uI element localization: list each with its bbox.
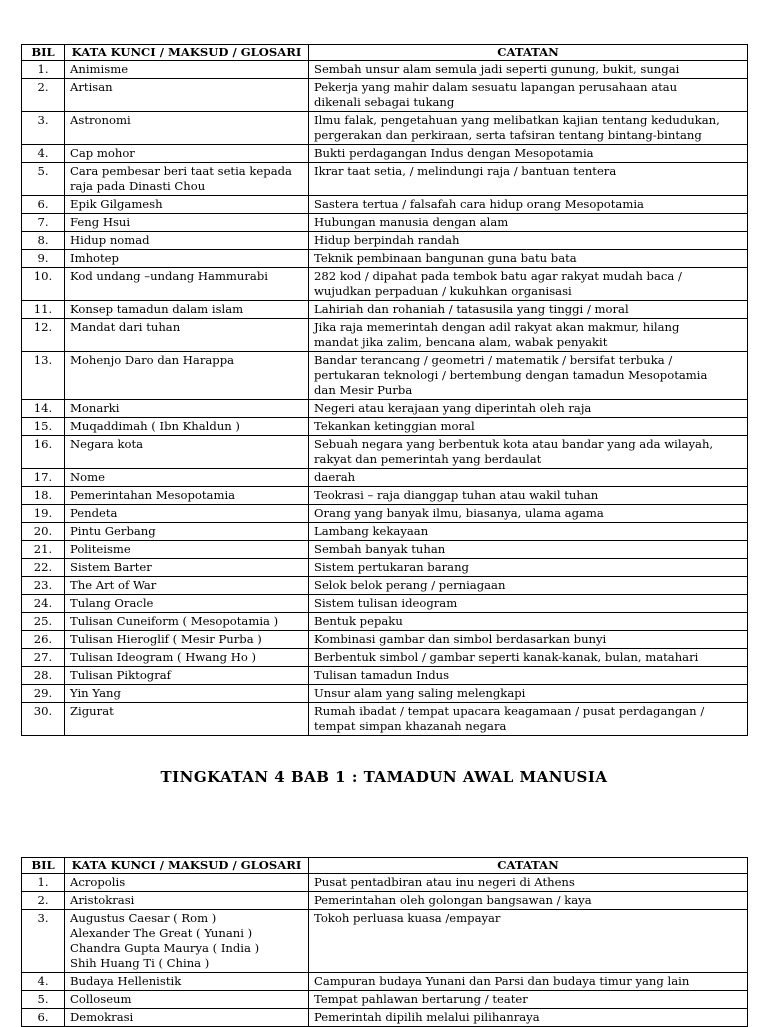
table-row [22, 487, 748, 505]
row-number: 26. [22, 631, 65, 649]
note-line: pergerakan dan perkiraan, serta tafsiran tentang bintang-bintang [314, 128, 702, 142]
row-number: 29. [22, 685, 65, 703]
keyword-cell [65, 631, 309, 649]
keyword-line: Demokrasi [70, 1010, 134, 1024]
note-line: 282 kod / dipahat pada tembok batu agar rakyat mudah baca / [314, 269, 682, 283]
note-line: Hidup berpindah randah [314, 233, 460, 247]
row-number: 2. [22, 79, 65, 112]
table-row [22, 112, 748, 145]
keyword-line: Zigurat [70, 704, 114, 718]
note-line: Ilmu falak, pengetahuan yang melibatkan kajian tentang kedudukan, [314, 113, 720, 127]
note-line: Rumah ibadat / tempat upacara keagamaan / pusat perdagangan / [314, 704, 705, 718]
table-row [22, 613, 748, 631]
keyword-cell [65, 418, 309, 436]
keyword-cell [65, 112, 309, 145]
note-cell [309, 703, 748, 736]
keyword-line: Budaya Hellenistik [70, 974, 182, 988]
keyword-line: The Art of War [70, 578, 157, 592]
keyword-line: Aristokrasi [70, 893, 135, 907]
table-row [22, 352, 748, 400]
keyword-line: Pemerintahan Mesopotamia [70, 488, 236, 502]
note-line: Bandar terancang / geometri / matematik / bersifat terbuka / [314, 353, 673, 367]
header-bil: BIL [22, 858, 65, 874]
row-number: 18. [22, 487, 65, 505]
header-catatan: CATATAN [309, 858, 748, 874]
note-cell [309, 112, 748, 145]
section-title: TINGKATAN 4 BAB 1 : TAMADUN AWAL MANUSIA [160, 768, 608, 786]
table-row [22, 577, 748, 595]
keyword-line: Yin Yang [70, 686, 121, 700]
note-line: Campuran budaya Yunani dan Parsi dan budaya timur yang lain [314, 974, 690, 988]
keyword-line: Pintu Gerbang [70, 524, 156, 538]
keyword-cell [65, 79, 309, 112]
table-row [22, 973, 748, 991]
note-cell [309, 577, 748, 595]
keyword-line: Tulisan Hieroglif ( Mesir Purba ) [70, 632, 262, 646]
table-row [22, 214, 748, 232]
note-line: Tokoh perluasa kuasa /empayar [314, 911, 501, 925]
note-cell [309, 667, 748, 685]
row-number: 12. [22, 319, 65, 352]
note-line: Sistem tulisan ideogram [314, 596, 458, 610]
note-cell [309, 196, 748, 214]
note-cell [309, 61, 748, 79]
note-cell [309, 268, 748, 301]
note-line: Hubungan manusia dengan alam [314, 215, 509, 229]
keyword-cell [65, 577, 309, 595]
note-cell [309, 352, 748, 400]
row-number: 14. [22, 400, 65, 418]
note-line: rakyat dan pemerintah yang berdaulat [314, 452, 542, 466]
keyword-line: Mandat dari tuhan [70, 320, 181, 334]
row-number: 1. [22, 874, 65, 892]
table-row [22, 250, 748, 268]
table-row [22, 595, 748, 613]
table-row [22, 541, 748, 559]
note-cell [309, 613, 748, 631]
header-bil: BIL [22, 45, 65, 61]
row-number: 9. [22, 250, 65, 268]
row-number: 17. [22, 469, 65, 487]
keyword-cell [65, 505, 309, 523]
keyword-cell [65, 703, 309, 736]
note-cell [309, 469, 748, 487]
note-line: tempat simpan khazanah negara [314, 719, 507, 733]
note-line: Sembah banyak tuhan [314, 542, 446, 556]
keyword-cell [65, 145, 309, 163]
row-number: 15. [22, 418, 65, 436]
table-row [22, 301, 748, 319]
table-row [22, 196, 748, 214]
row-number: 6. [22, 1009, 65, 1027]
keyword-line: Nome [70, 470, 105, 484]
note-cell [309, 874, 748, 892]
note-line: Unsur alam yang saling melengkapi [314, 686, 526, 700]
keyword-line: Alexander The Great ( Yunani ) [70, 926, 253, 940]
row-number: 11. [22, 301, 65, 319]
keyword-line: Astronomi [70, 113, 131, 127]
table-row [22, 631, 748, 649]
keyword-line: Artisan [70, 80, 113, 94]
table-row [22, 685, 748, 703]
table-row [22, 559, 748, 577]
row-number: 7. [22, 214, 65, 232]
row-number: 5. [22, 163, 65, 196]
keyword-line: Kod undang –undang Hammurabi [70, 269, 268, 283]
keyword-cell [65, 301, 309, 319]
note-line: Tempat pahlawan bertarung / teater [314, 992, 528, 1006]
keyword-line: Tulisan Piktograf [70, 668, 171, 682]
keyword-cell [65, 874, 309, 892]
table-row [22, 649, 748, 667]
header-catatan: CATATAN [309, 45, 748, 61]
note-line: dikenali sebagai tukang [314, 95, 455, 109]
keyword-cell [65, 319, 309, 352]
keyword-cell [65, 595, 309, 613]
row-number: 23. [22, 577, 65, 595]
keyword-cell [65, 667, 309, 685]
note-cell [309, 991, 748, 1009]
note-line: Selok belok perang / perniagaan [314, 578, 506, 592]
keyword-cell [65, 910, 309, 973]
glossary-table-1 [21, 44, 748, 736]
keyword-line: Politeisme [70, 542, 131, 556]
note-line: Orang yang banyak ilmu, biasanya, ulama agama [314, 506, 604, 520]
table-row [22, 892, 748, 910]
keyword-line: Feng Hsui [70, 215, 131, 229]
keyword-line: Muqaddimah ( Ibn Khaldun ) [70, 419, 240, 433]
note-line: pertukaran teknologi / bertembung dengan tamadun Mesopotamia [314, 368, 708, 382]
note-line: Negeri atau kerajaan yang diperintah oleh raja [314, 401, 592, 415]
keyword-line: Cap mohor [70, 146, 135, 160]
row-number: 28. [22, 667, 65, 685]
keyword-line: Tulisan Cuneiform ( Mesopotamia ) [70, 614, 279, 628]
note-cell [309, 79, 748, 112]
row-number: 19. [22, 505, 65, 523]
note-cell [309, 319, 748, 352]
header-kata-kunci: KATA KUNCI / MAKSUD / GLOSARI [65, 858, 309, 874]
keyword-line: Colloseum [70, 992, 132, 1006]
note-line: Pemerintah dipilih melalui pilihanraya [314, 1010, 540, 1024]
note-cell [309, 400, 748, 418]
table-header [22, 858, 748, 874]
keyword-cell [65, 613, 309, 631]
keyword-cell [65, 436, 309, 469]
table-row [22, 145, 748, 163]
note-line: Teokrasi – raja dianggap tuhan atau wakil tuhan [314, 488, 599, 502]
row-number: 4. [22, 973, 65, 991]
glossary-table-2 [21, 857, 748, 1027]
keyword-line: Hidup nomad [70, 233, 150, 247]
note-cell [309, 505, 748, 523]
note-cell [309, 214, 748, 232]
keyword-cell [65, 991, 309, 1009]
note-cell [309, 685, 748, 703]
keyword-cell [65, 523, 309, 541]
note-cell [309, 910, 748, 973]
keyword-cell [65, 685, 309, 703]
keyword-line: Monarki [70, 401, 120, 415]
note-line: Teknik pembinaan bangunan guna batu bata [314, 251, 577, 265]
row-number: 3. [22, 910, 65, 973]
header-kata-kunci: KATA KUNCI / MAKSUD / GLOSARI [65, 45, 309, 61]
keyword-cell [65, 232, 309, 250]
table-row [22, 991, 748, 1009]
note-line: Pusat pentadbiran atau inu negeri di Athens [314, 875, 575, 889]
note-line: Sastera tertua / falsafah cara hidup orang Mesopotamia [314, 197, 644, 211]
keyword-cell [65, 649, 309, 667]
keyword-cell [65, 469, 309, 487]
keyword-cell [65, 61, 309, 79]
note-line: Lambang kekayaan [314, 524, 429, 538]
table-row [22, 61, 748, 79]
note-line: Ikrar taat setia, / melindungi raja / bantuan tentera [314, 164, 617, 178]
keyword-cell [65, 163, 309, 196]
row-number: 6. [22, 196, 65, 214]
table-row [22, 523, 748, 541]
note-line: Pemerintahan oleh golongan bangsawan / kaya [314, 893, 592, 907]
note-cell [309, 250, 748, 268]
row-number: 4. [22, 145, 65, 163]
keyword-line: Animisme [70, 62, 129, 76]
table-row [22, 232, 748, 250]
note-cell [309, 631, 748, 649]
keyword-line: Cara pembesar beri taat setia kepada [70, 164, 292, 178]
keyword-cell [65, 250, 309, 268]
note-cell [309, 487, 748, 505]
table-header [22, 45, 748, 61]
note-line: mandat jika zalim, bencana alam, wabak penyakit [314, 335, 608, 349]
keyword-cell [65, 214, 309, 232]
row-number: 13. [22, 352, 65, 400]
keyword-cell [65, 196, 309, 214]
note-line: daerah [314, 470, 356, 484]
table-row [22, 436, 748, 469]
keyword-cell [65, 541, 309, 559]
note-line: Lahiriah dan rohaniah / tatasusila yang tinggi / moral [314, 302, 629, 316]
row-number: 1. [22, 61, 65, 79]
keyword-line: Chandra Gupta Maurya ( India ) [70, 941, 260, 955]
row-number: 2. [22, 892, 65, 910]
row-number: 24. [22, 595, 65, 613]
table-row [22, 418, 748, 436]
note-cell [309, 436, 748, 469]
note-line: wujudkan perpaduan / kukuhkan organisasi [314, 284, 572, 298]
keyword-line: Shih Huang Ti ( China ) [70, 956, 210, 970]
row-number: 21. [22, 541, 65, 559]
row-number: 27. [22, 649, 65, 667]
keyword-line: Tulisan Ideogram ( Hwang Ho ) [70, 650, 257, 664]
keyword-line: Sistem Barter [70, 560, 152, 574]
keyword-line: Augustus Caesar ( Rom ) [70, 911, 217, 925]
note-line: Tekankan ketinggian moral [314, 419, 475, 433]
note-cell [309, 973, 748, 991]
note-line: Kombinasi gambar dan simbol berdasarkan bunyi [314, 632, 607, 646]
note-line: dan Mesir Purba [314, 383, 413, 397]
keyword-line: Mohenjo Daro dan Harappa [70, 353, 235, 367]
note-line: Pekerja yang mahir dalam sesuatu lapangan perusahaan atau [314, 80, 678, 94]
table-row [22, 469, 748, 487]
row-number: 3. [22, 112, 65, 145]
note-line: Tulisan tamadun Indus [314, 668, 450, 682]
note-cell [309, 418, 748, 436]
keyword-line: Epik Gilgamesh [70, 197, 163, 211]
row-number: 16. [22, 436, 65, 469]
keyword-line: Negara kota [70, 437, 144, 451]
table-row [22, 400, 748, 418]
note-line: Sembah unsur alam semula jadi seperti gunung, bukit, sungai [314, 62, 680, 76]
table-row [22, 703, 748, 736]
note-cell [309, 163, 748, 196]
keyword-line: raja pada Dinasti Chou [70, 179, 206, 193]
note-cell [309, 595, 748, 613]
keyword-cell [65, 487, 309, 505]
keyword-cell [65, 973, 309, 991]
table-row [22, 505, 748, 523]
note-line: Bukti perdagangan Indus dengan Mesopotamia [314, 146, 594, 160]
row-number: 30. [22, 703, 65, 736]
note-cell [309, 145, 748, 163]
note-cell [309, 232, 748, 250]
table-row [22, 79, 748, 112]
note-cell [309, 541, 748, 559]
keyword-cell [65, 892, 309, 910]
note-line: Jika raja memerintah dengan adil rakyat akan makmur, hilang [314, 320, 680, 334]
table-row [22, 667, 748, 685]
row-number: 8. [22, 232, 65, 250]
note-cell [309, 559, 748, 577]
row-number: 5. [22, 991, 65, 1009]
keyword-cell [65, 268, 309, 301]
note-line: Berbentuk simbol / gambar seperti kanak-kanak, bulan, matahari [314, 650, 699, 664]
note-cell [309, 649, 748, 667]
row-number: 20. [22, 523, 65, 541]
row-number: 22. [22, 559, 65, 577]
keyword-cell [65, 400, 309, 418]
table-row [22, 163, 748, 196]
keyword-line: Imhotep [70, 251, 119, 265]
note-line: Sistem pertukaran barang [314, 560, 469, 574]
table-row [22, 268, 748, 301]
keyword-cell [65, 352, 309, 400]
table-row [22, 874, 748, 892]
note-cell [309, 301, 748, 319]
note-line: Bentuk pepaku [314, 614, 403, 628]
table-row [22, 910, 748, 973]
keyword-line: Acropolis [70, 875, 126, 889]
keyword-line: Tulang Oracle [70, 596, 154, 610]
keyword-cell [65, 559, 309, 577]
note-line: Sebuah negara yang berbentuk kota atau bandar yang ada wilayah, [314, 437, 714, 451]
keyword-line: Pendeta [70, 506, 118, 520]
keyword-line: Konsep tamadun dalam islam [70, 302, 244, 316]
table-row [22, 319, 748, 352]
row-number: 25. [22, 613, 65, 631]
row-number: 10. [22, 268, 65, 301]
note-cell [309, 892, 748, 910]
note-cell [309, 523, 748, 541]
